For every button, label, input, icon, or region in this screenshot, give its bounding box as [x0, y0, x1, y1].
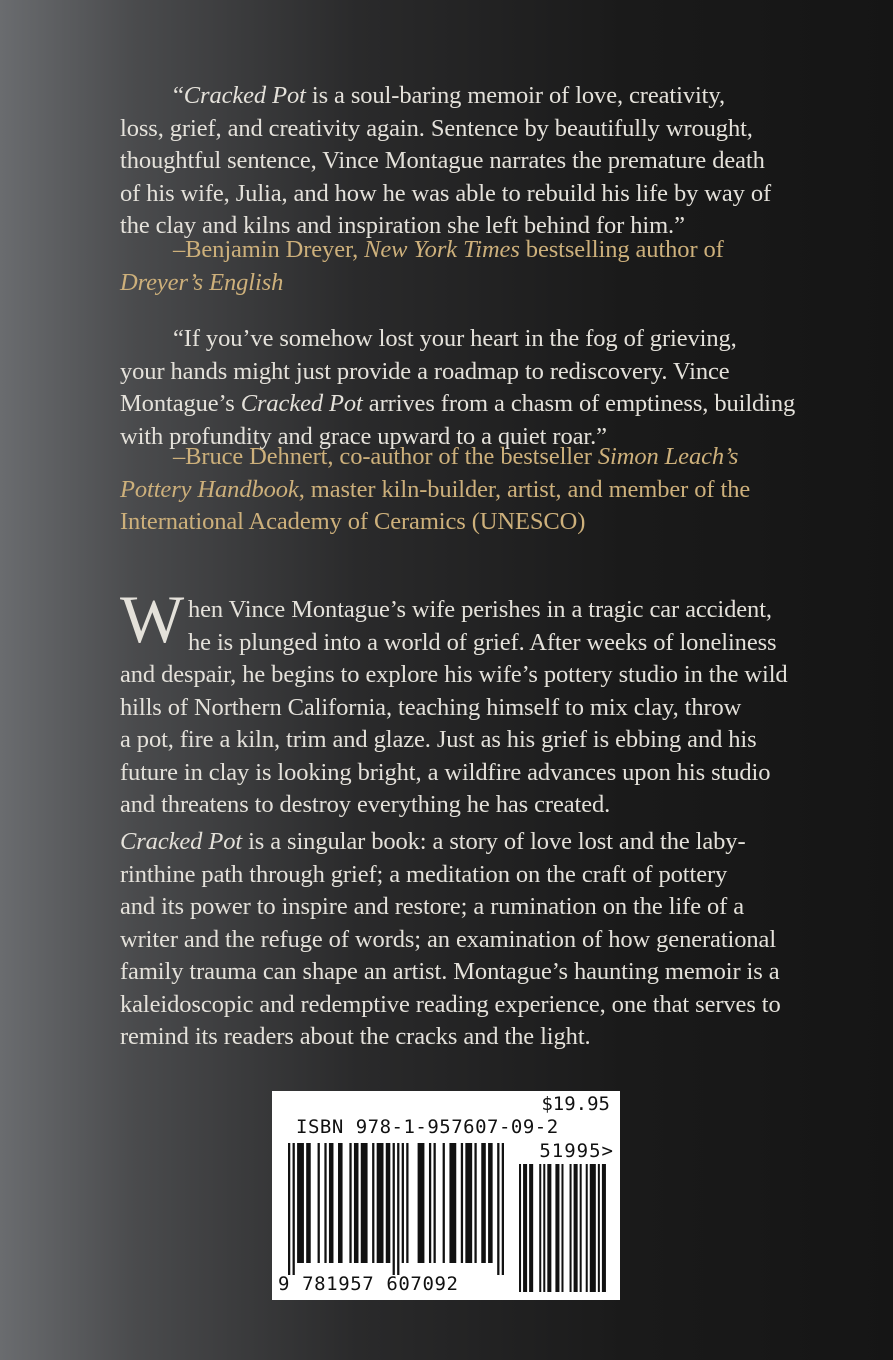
blurb2-line-1 — [120, 826, 775, 859]
quote2-line3-suffix: arrives from a chasm of emptiness, building — [368, 390, 796, 417]
blurb1-line-2: he is plunged into a world of grief. After weeks of loneliness — [188, 628, 777, 656]
attr2-italic-1: Simon Leach’s — [597, 443, 739, 470]
quote1-text: is a soul-baring memoir of love, creativity, — [311, 82, 725, 109]
blurb-paragraph-1 — [120, 594, 788, 822]
review-attribution-2 — [120, 441, 775, 539]
attr2-line-3: International Academy of Ceramics (UNESCO) — [120, 508, 586, 535]
blurb2-line-6: kaleidoscopic and redemptive reading experience, one that serves to — [120, 990, 781, 1018]
blurb1-line-5: a pot, fire a kiln, trim and glaze. Just as his grief is ebbing and his — [120, 726, 757, 753]
book-title-italic: Cracked Pot — [183, 82, 306, 109]
barcode-bar — [324, 1143, 326, 1263]
barcode-bar — [329, 1143, 334, 1263]
barcode-bar — [372, 1143, 374, 1263]
barcode-guard-bar — [293, 1143, 295, 1275]
barcode-guard-bar — [288, 1143, 290, 1275]
blurb2-line1-suffix: is a singular book: a story of love lost and the laby- — [248, 828, 746, 855]
barcode-guard-bar — [393, 1143, 395, 1275]
attr2-suffix: , master kiln-builder, artist, and member of the — [298, 475, 751, 503]
barcode-bar — [547, 1164, 551, 1292]
quote1-line-2: loss, grief, and creativity again. Sentence by beautifully wrought, — [120, 114, 753, 142]
blurb1-line-6: future in clay is looking bright, a wildfire advances upon his studio — [120, 758, 771, 786]
blurb-paragraph-2 — [120, 826, 781, 1054]
barcode-bar — [570, 1164, 572, 1292]
blurb1-line-1: hen Vince Montague’s wife perishes in a tragic car accident, — [188, 596, 772, 623]
quote2-line-3 — [120, 388, 796, 421]
barcode-bar — [488, 1143, 493, 1263]
quote1-line-1 — [120, 80, 775, 113]
blurb2-line-5: family trauma can shape an artist. Montague’s haunting memoir is a — [120, 958, 780, 985]
attr1-mid: bestselling author of — [525, 236, 724, 263]
barcode-bar — [561, 1164, 563, 1292]
barcode-bar — [586, 1164, 588, 1292]
barcode-bar — [297, 1143, 304, 1263]
barcode-bar — [338, 1143, 343, 1263]
barcode-bar — [318, 1143, 320, 1263]
review-quote-2 — [120, 323, 796, 453]
barcode-guard-bar — [397, 1143, 399, 1275]
ean5-bars — [517, 1164, 612, 1292]
attr1-line-1 — [120, 234, 775, 267]
barcode-bar — [523, 1164, 527, 1292]
ean-digits: 9 781957 607092 — [278, 1273, 459, 1295]
barcode-bar — [539, 1164, 541, 1292]
barcode-bar — [555, 1164, 559, 1292]
barcode-bar — [574, 1164, 578, 1292]
isbn-label: ISBN 978-1-957607-09-2 — [296, 1116, 559, 1138]
barcode-bar — [418, 1143, 425, 1263]
quote2-line3-prefix: Montague’s — [120, 390, 235, 417]
quote1-line-4: of his wife, Julia, and how he was able to rebuild his life by way of — [120, 179, 772, 207]
blurb2-line-3: and its power to inspire and restore; a rumination on the life of a — [120, 893, 744, 920]
barcode-bar — [361, 1143, 368, 1263]
blurb1-line-3: and despair, he begins to explore his wife’s pottery studio in the wild — [120, 661, 788, 688]
barcode-bar — [474, 1143, 476, 1263]
blurb1-line-7: and threatens to destroy everything he has created. — [120, 791, 611, 818]
barcode-bar — [443, 1143, 445, 1263]
barcode-bar — [386, 1143, 391, 1263]
barcode-bar — [349, 1143, 351, 1263]
barcode-bar — [402, 1143, 404, 1263]
review-quote-1 — [120, 80, 775, 243]
barcode-bar — [543, 1164, 545, 1292]
barcode-bar — [465, 1143, 472, 1263]
barcode-guard-bar — [502, 1143, 504, 1275]
quote2-book-title: Cracked Pot — [240, 390, 363, 417]
barcode-bar — [406, 1143, 408, 1263]
blurb1-line-4: hills of Northern California, teaching himself to mix clay, throw — [120, 693, 742, 721]
attr2-prefix: –Bruce Dehnert, co-author of the bestseller — [173, 443, 592, 470]
barcode-guard-bar — [497, 1143, 499, 1275]
barcode-bar — [602, 1164, 606, 1292]
quote2-line-2: your hands might just provide a roadmap to rediscovery. Vince — [120, 357, 730, 385]
blurb2-book-title: Cracked Pot — [120, 828, 243, 855]
attr2-line-1 — [120, 441, 775, 474]
open-quote-mark: “ — [173, 82, 184, 109]
barcode-bar — [434, 1143, 436, 1263]
barcode-bar — [519, 1164, 521, 1292]
quote1-line-5: the clay and kilns and inspiration she left behind for him.” — [120, 212, 685, 239]
price-supplement-code: 51995> — [539, 1140, 614, 1162]
quote2-line-1: “If you’ve somehow lost your heart in the fog of grieving, — [173, 325, 737, 352]
quote2-line-4: with profundity and grace upward to a quiet roar.” — [120, 422, 607, 450]
barcode-bar — [429, 1143, 431, 1263]
barcode-bar — [598, 1164, 600, 1292]
quote1-line-3: thoughtful sentence, Vince Montague narrates the premature death — [120, 147, 765, 174]
barcode-bar — [481, 1143, 486, 1263]
blurb2-line-4: writer and the refuge of words; an examination of how generational — [120, 925, 777, 953]
ean13-bars — [288, 1143, 504, 1275]
blurb2-line-7: remind its readers about the cracks and the light. — [120, 1023, 591, 1050]
barcode-bar — [590, 1164, 596, 1292]
isbn-barcode — [272, 1091, 620, 1300]
review-attribution-1 — [120, 234, 775, 299]
drop-cap-letter: W — [120, 581, 185, 657]
attr2-line-2 — [120, 474, 775, 507]
attr2-italic-2: Pottery Handbook — [120, 475, 299, 503]
attr1-publication: New York Times — [364, 236, 520, 263]
blurb2-line-2: rinthine path through grief; a meditation on the craft of pottery — [120, 860, 728, 888]
barcode-bar — [461, 1143, 463, 1263]
barcode-bar — [306, 1143, 311, 1263]
barcode-bar — [449, 1143, 456, 1263]
attr1-prefix: –Benjamin Dreyer, — [173, 236, 359, 263]
barcode-bar — [377, 1143, 384, 1263]
price-label: $19.95 — [541, 1093, 610, 1115]
barcode-bar — [580, 1164, 582, 1292]
barcode-bar — [354, 1143, 359, 1263]
barcode-bar — [529, 1164, 533, 1292]
attr1-book-title: Dreyer’s English — [120, 268, 284, 296]
